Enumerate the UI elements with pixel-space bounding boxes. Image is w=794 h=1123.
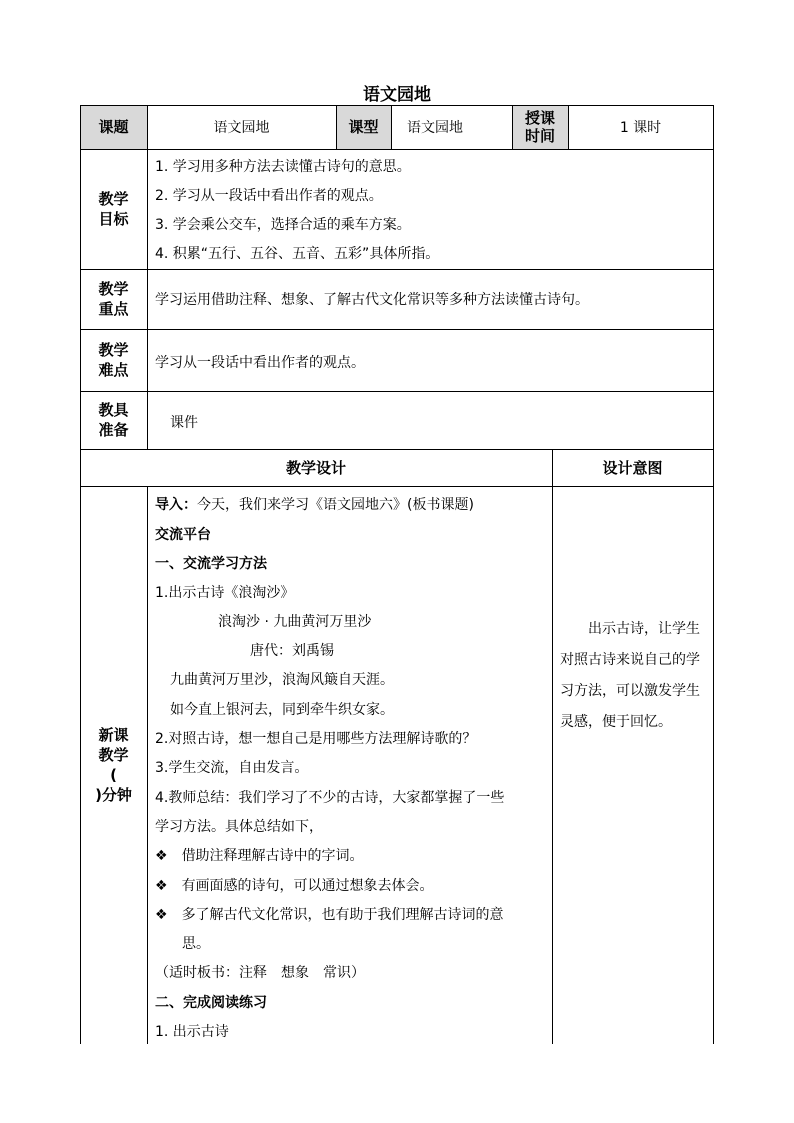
intro-bold: 导入： <box>155 497 197 513</box>
objective-item: 1. 学习用多种方法去读懂古诗句的意思。 <box>155 159 411 175</box>
board-note: （适时板书：注释 想象 常识） <box>155 965 365 981</box>
label-line: ( <box>110 766 117 784</box>
tools-label <box>80 391 147 449</box>
table-border <box>713 105 714 1044</box>
poem-line: 九曲黄河万里沙，浪淘风簸自天涯。 <box>170 672 394 688</box>
time-label-line: 授课 <box>524 109 555 127</box>
bullet-item <box>155 905 504 925</box>
design-header: 教学设计 <box>285 458 346 477</box>
intro-line <box>155 495 474 515</box>
table-border <box>80 329 714 330</box>
bullet-continuation: 思。 <box>182 936 210 952</box>
intro-text: 今天，我们来学习《语文园地六》(板书课题) <box>197 497 474 513</box>
lesson-label <box>80 725 147 805</box>
difficulty-label <box>80 329 147 391</box>
table-border <box>80 269 714 270</box>
bullet-text: 有画面感的诗句，可以通过想象去体会。 <box>181 878 434 894</box>
objective-item: 4. 积累“五行、五谷、五音、五彩”具体所指。 <box>155 246 440 262</box>
table-border <box>147 105 148 449</box>
tools-text: 课件 <box>170 415 198 431</box>
bullet-item <box>155 846 364 866</box>
bullet-text: 多了解古代文化常识，也有助于我们理解古诗词的意 <box>181 907 504 923</box>
table-border <box>552 449 553 1044</box>
label-line: )分钟 <box>95 786 132 804</box>
section-heading: 一、交流学习方法 <box>155 556 267 572</box>
label-line: 教学 <box>98 746 129 764</box>
poem-title: 浪淘沙 · 九曲黄河万里沙 <box>218 614 372 630</box>
section-heading: 二、完成阅读练习 <box>155 995 267 1011</box>
time-value: 1 课时 <box>619 120 662 136</box>
diamond-bullet-icon: ❖ <box>155 848 168 864</box>
label-line: 重点 <box>98 300 129 318</box>
bullet-text: 借助注释理解古诗中的字词。 <box>181 848 364 864</box>
label-line: 教学 <box>98 280 129 298</box>
step-line: 1.出示古诗《浪淘沙》 <box>155 585 295 601</box>
table-border <box>80 486 714 487</box>
topic-label: 课题 <box>98 118 129 136</box>
page-title: 语文园地 <box>363 85 431 105</box>
label-line: 准备 <box>98 421 129 439</box>
keypoints-text: 学习运用借助注释、想象、了解古代文化常识等多种方法读懂古诗句。 <box>155 292 589 308</box>
difficulty-text: 学习从一段话中看出作者的观点。 <box>155 355 365 371</box>
table-border <box>80 149 714 150</box>
platform-heading: 交流平台 <box>155 527 211 543</box>
objectives-label <box>80 149 147 269</box>
step-line: 4.教师总结：我们学习了不少的古诗，大家都掌握了一些 <box>155 790 505 806</box>
table-border <box>80 391 714 392</box>
time-label <box>512 105 568 149</box>
step-line: 学习方法。具体总结如下， <box>155 819 323 835</box>
objective-item: 2. 学习从一段话中看出作者的观点。 <box>155 188 383 204</box>
label-line: 难点 <box>98 361 129 379</box>
intent-header: 设计意图 <box>602 458 663 477</box>
table-border <box>147 486 148 1044</box>
topic-value: 语文园地 <box>213 120 270 136</box>
step-line: 2.对照古诗，想一想自己是用哪些方法理解诗歌的？ <box>155 731 477 747</box>
poem-line: 如今直上银河去，同到牵牛织女家。 <box>170 702 394 718</box>
bullet-item <box>155 876 434 896</box>
intent-text: 出示古诗，让学生对照古诗来说自己的学习方法，可以激发学生灵感，便于回忆。 <box>560 621 700 730</box>
diamond-bullet-icon: ❖ <box>155 878 168 894</box>
label-line: 教具 <box>98 401 129 419</box>
poem-author: 唐代：刘禹锡 <box>250 643 334 659</box>
label-line: 教学 <box>98 341 129 359</box>
type-label: 课型 <box>348 118 379 136</box>
objective-item: 3. 学会乘公交车，选择合适的乘车方案。 <box>155 217 411 233</box>
label-line: 教学 <box>98 190 129 208</box>
step-line: 1. 出示古诗 <box>155 1024 229 1040</box>
label-line: 目标 <box>98 210 129 228</box>
keypoints-label <box>80 269 147 329</box>
step-line: 3.学生交流，自由发言。 <box>155 760 309 776</box>
label-line: 新课 <box>98 726 129 744</box>
type-value: 语文园地 <box>407 120 463 136</box>
time-label-line: 时间 <box>524 127 555 145</box>
diamond-bullet-icon: ❖ <box>155 907 168 923</box>
